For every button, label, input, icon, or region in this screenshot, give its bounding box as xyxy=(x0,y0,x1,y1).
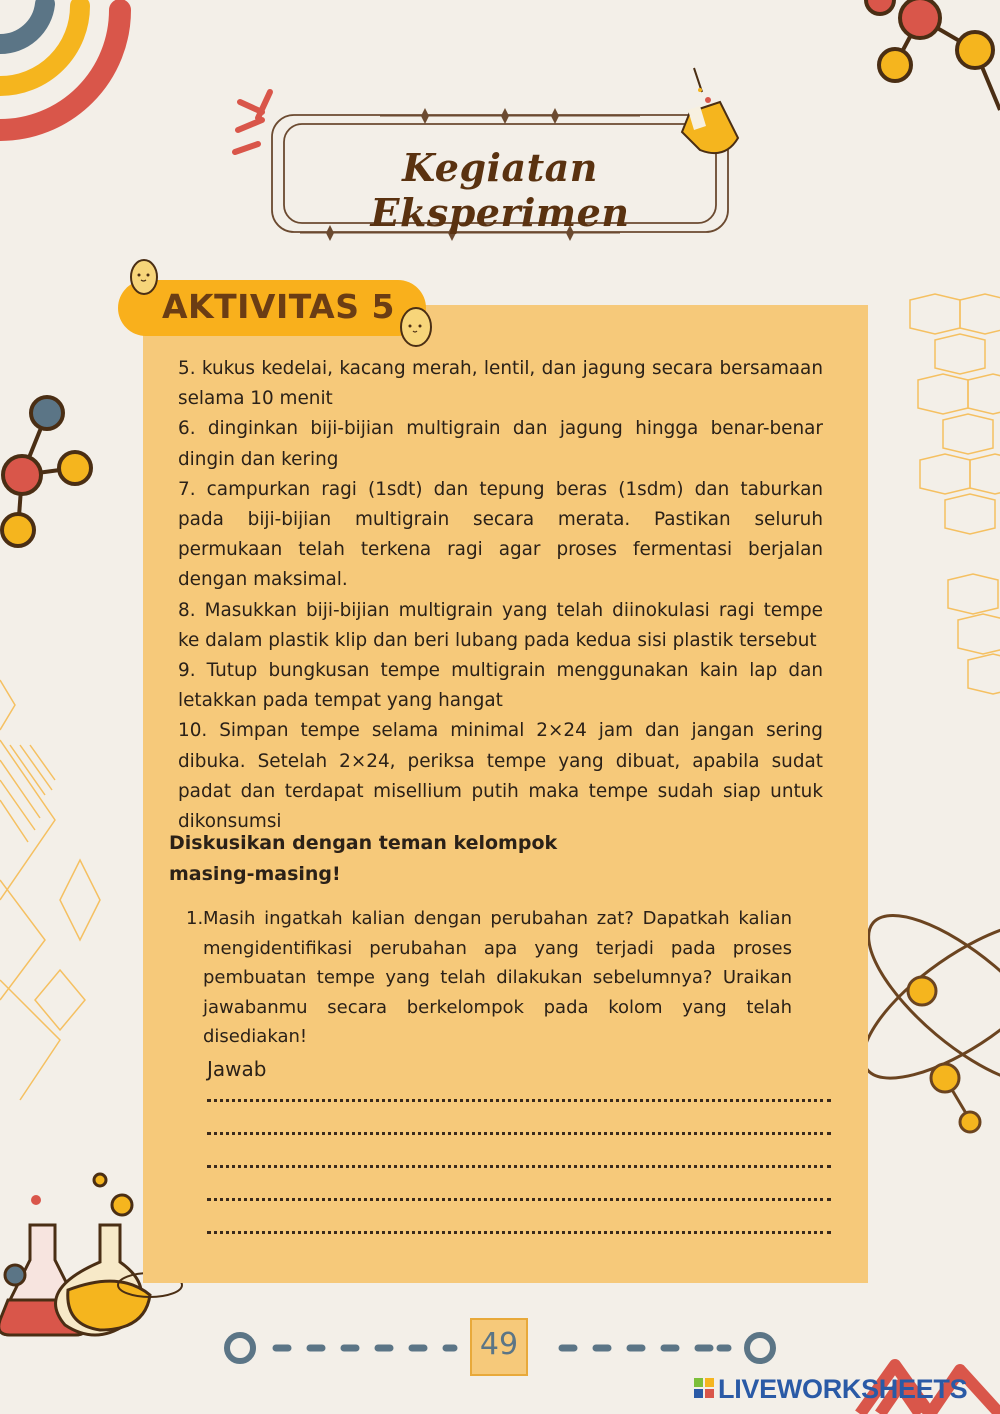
discussion-heading: Diskusikan dengan teman kelompok masing-masing! xyxy=(169,832,558,885)
molecule-icon xyxy=(866,0,1000,110)
geometric-pattern xyxy=(0,680,100,1100)
step-item: 6. dinginkan biji-bijian multigrain dan jagung hingga benar-benar dingin dan kering xyxy=(178,418,823,470)
answer-line[interactable] xyxy=(207,1099,831,1102)
step-item: 8. Masukkan biji-bijian multigrain yang telah diinokulasi ragi tempe ke dalam plastik klip dan beri lubang pada kedua sisi plastik tersebut xyxy=(178,599,823,651)
rainbow-decoration xyxy=(0,4,120,130)
molecule-icon xyxy=(2,397,91,546)
procedure-steps xyxy=(178,354,823,837)
activity-title: AKTIVITAS 5 xyxy=(162,287,395,326)
flask-icon xyxy=(682,68,738,153)
answer-line[interactable] xyxy=(207,1198,831,1201)
answer-line[interactable] xyxy=(207,1231,831,1234)
hexagon-pattern xyxy=(910,294,1000,694)
step-item: 9. Tutup bungkusan tempe multigrain menggunakan kain lap dan letakkan pada tempat yang hangat xyxy=(178,660,823,712)
question-text: Masih ingatkah kalian dengan perubahan zat? Dapatkah kalian mengidentifikasi perubahan apa yang terjadi pada proses pembuatan tempe yang telah dilakukan sebelumnya? Uraikan jawabanmu secara berkelompok pada kolom yang telah disediakan! xyxy=(203,908,792,1047)
answer-line[interactable] xyxy=(207,1165,831,1168)
page-title: Kegiatan Eksperimen xyxy=(370,145,630,235)
liveworksheets-logo-icon xyxy=(694,1378,714,1398)
step-item: 7. campurkan ragi (1sdt) dan tepung beras (1sdm) dan taburkan pada biji-bijian multigrain secara merata. Pastikan seluruh permukaan telah terkena ragi agar proses fermentasi berjalan dengan maksimal. xyxy=(178,478,823,591)
page-number: 49 xyxy=(479,1327,519,1362)
bean-mascot-icon xyxy=(128,258,160,296)
liveworksheets-brand[interactable]: LIVEWORKSHEETS xyxy=(718,1374,968,1404)
bean-mascot-icon xyxy=(398,306,434,348)
answer-label: Jawab xyxy=(207,1057,267,1081)
answer-line[interactable] xyxy=(207,1132,831,1135)
question-number: 1. xyxy=(186,908,204,929)
step-item: 5. kukus kedelai, kacang merah, lentil, dan jagung secara bersamaan selama 10 menit xyxy=(178,358,823,410)
step-item: 10. Simpan tempe selama minimal 2×24 jam dan jangan sering dibuka. Setelah 2×24, periksa tempe yang dibuat, apabila sudat padat dan terdapat misellium putih maka tempe sudah siap untuk dikonsumsi xyxy=(178,720,823,833)
